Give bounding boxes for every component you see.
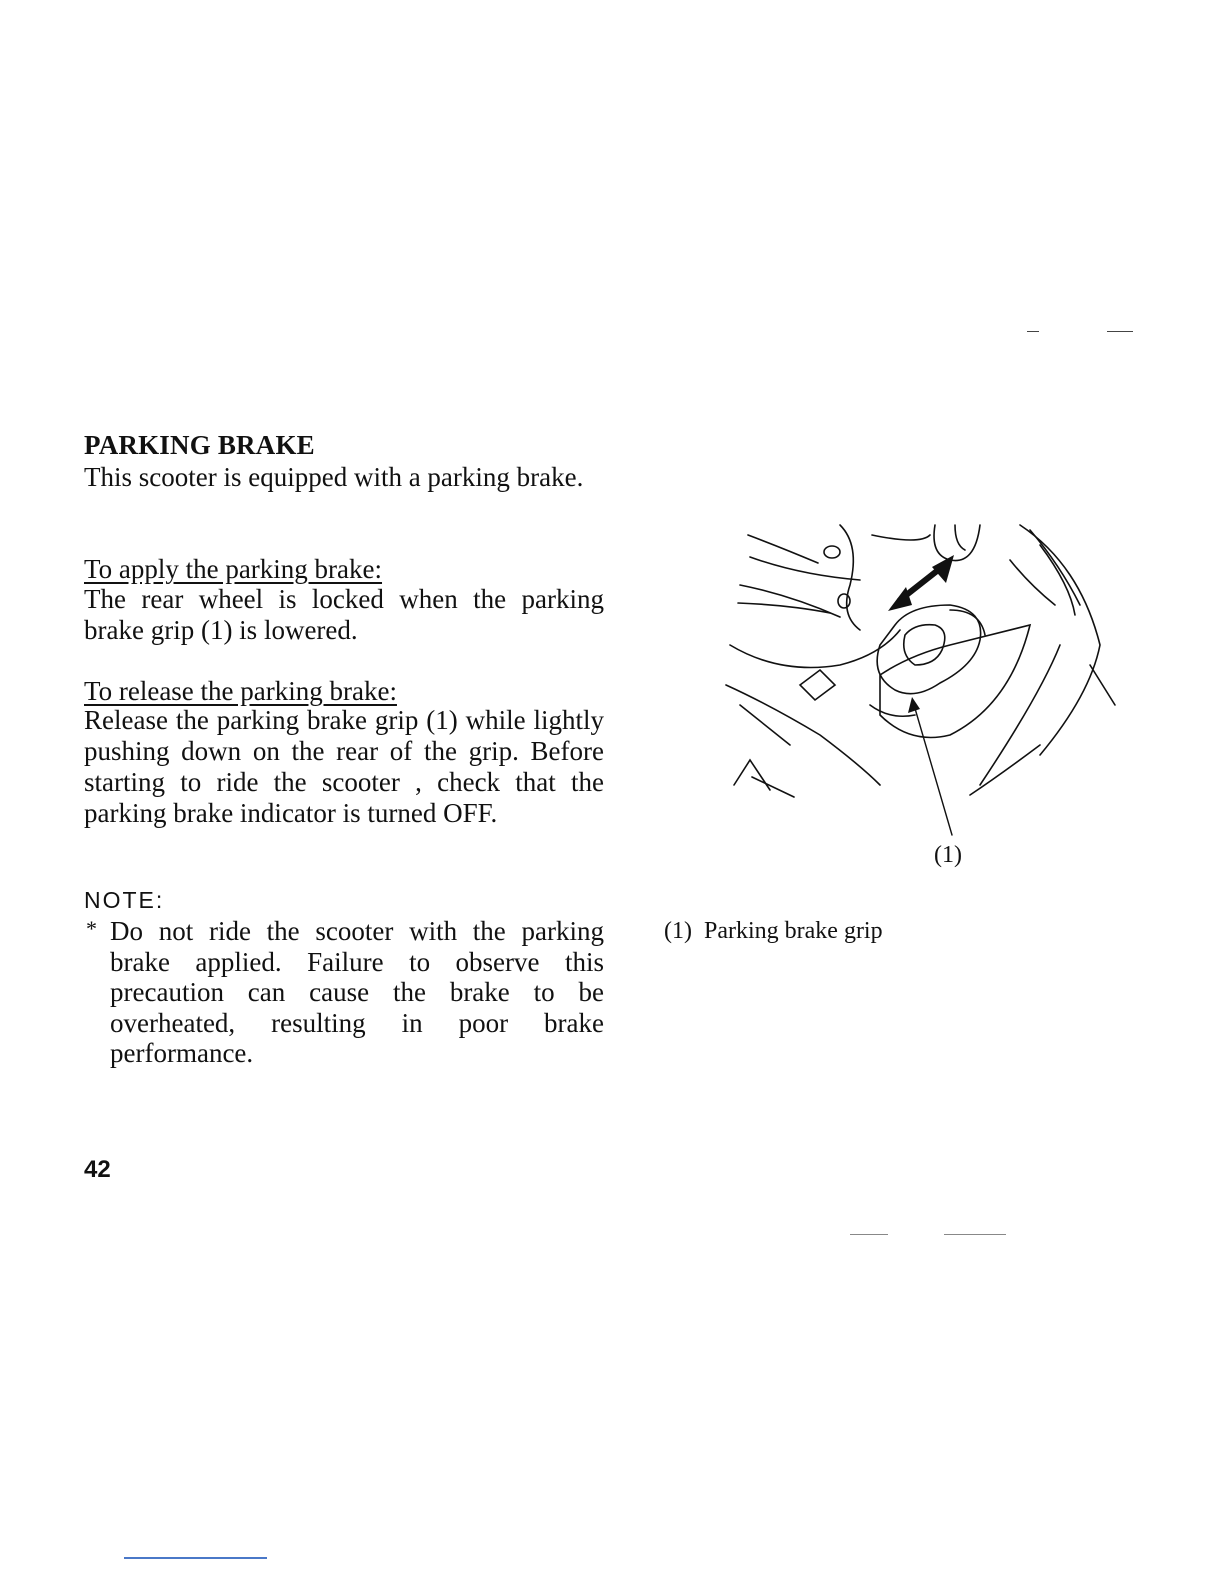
console: [880, 625, 1030, 738]
callout-label: (1): [934, 842, 962, 868]
panel-line: [730, 630, 900, 668]
callout-leader: [914, 705, 952, 835]
page-number: 42: [84, 1156, 111, 1183]
scan-mark: [944, 1234, 1006, 1235]
release-paragraph: Release the parking brake grip (1) while lightly pushing down on the rear of the grip. Before starting to ride the scooter , check that the parking brake indicator is turned OFF.: [84, 705, 604, 828]
note-bullet: *: [86, 916, 97, 941]
panel-line: [752, 777, 794, 797]
section-title: PARKING BRAKE: [84, 430, 315, 460]
ridge: [1090, 665, 1115, 705]
ridge: [1020, 525, 1100, 755]
figure-caption: (1) Parking brake grip: [664, 918, 883, 944]
panel-line: [726, 685, 880, 785]
apply-paragraph: The rear wheel is locked when the parking brake grip (1) is lowered.: [84, 584, 604, 645]
note-label: NOTE:: [84, 887, 165, 913]
intro-paragraph: This scooter is equipped with a parking brake.: [84, 462, 584, 492]
motion-arrowhead: [932, 555, 954, 583]
apply-heading: To apply the parking brake:: [84, 554, 383, 584]
callout-arrowhead: [908, 697, 920, 713]
panel-line: [748, 535, 818, 563]
panel-line: [734, 760, 770, 790]
ridge: [1040, 545, 1075, 615]
console: [870, 705, 915, 716]
panel-line: [740, 705, 790, 745]
ridge: [980, 645, 1060, 785]
knob: [824, 546, 840, 558]
bottom-rule: [124, 1557, 267, 1559]
ridge: [970, 745, 1040, 795]
pipe: [934, 525, 980, 561]
knob: [838, 594, 850, 608]
grip: [877, 605, 980, 694]
pipe: [872, 535, 930, 540]
pipe: [955, 525, 965, 550]
scan-mark: [850, 1234, 888, 1235]
scan-mark: [1107, 331, 1133, 332]
note-text: Do not ride the scooter with the parking brake applied. Failure to observe this precaution can cause the brake to be overheated, resulting in poor brake performance.: [110, 916, 604, 1068]
release-heading: To release the parking brake:: [84, 676, 397, 706]
parking-brake-illustration: [710, 505, 1130, 845]
grip: [950, 610, 985, 635]
panel-line: [750, 557, 860, 580]
console: [800, 670, 835, 700]
ridge: [1010, 560, 1055, 605]
scan-mark: [1027, 331, 1039, 332]
